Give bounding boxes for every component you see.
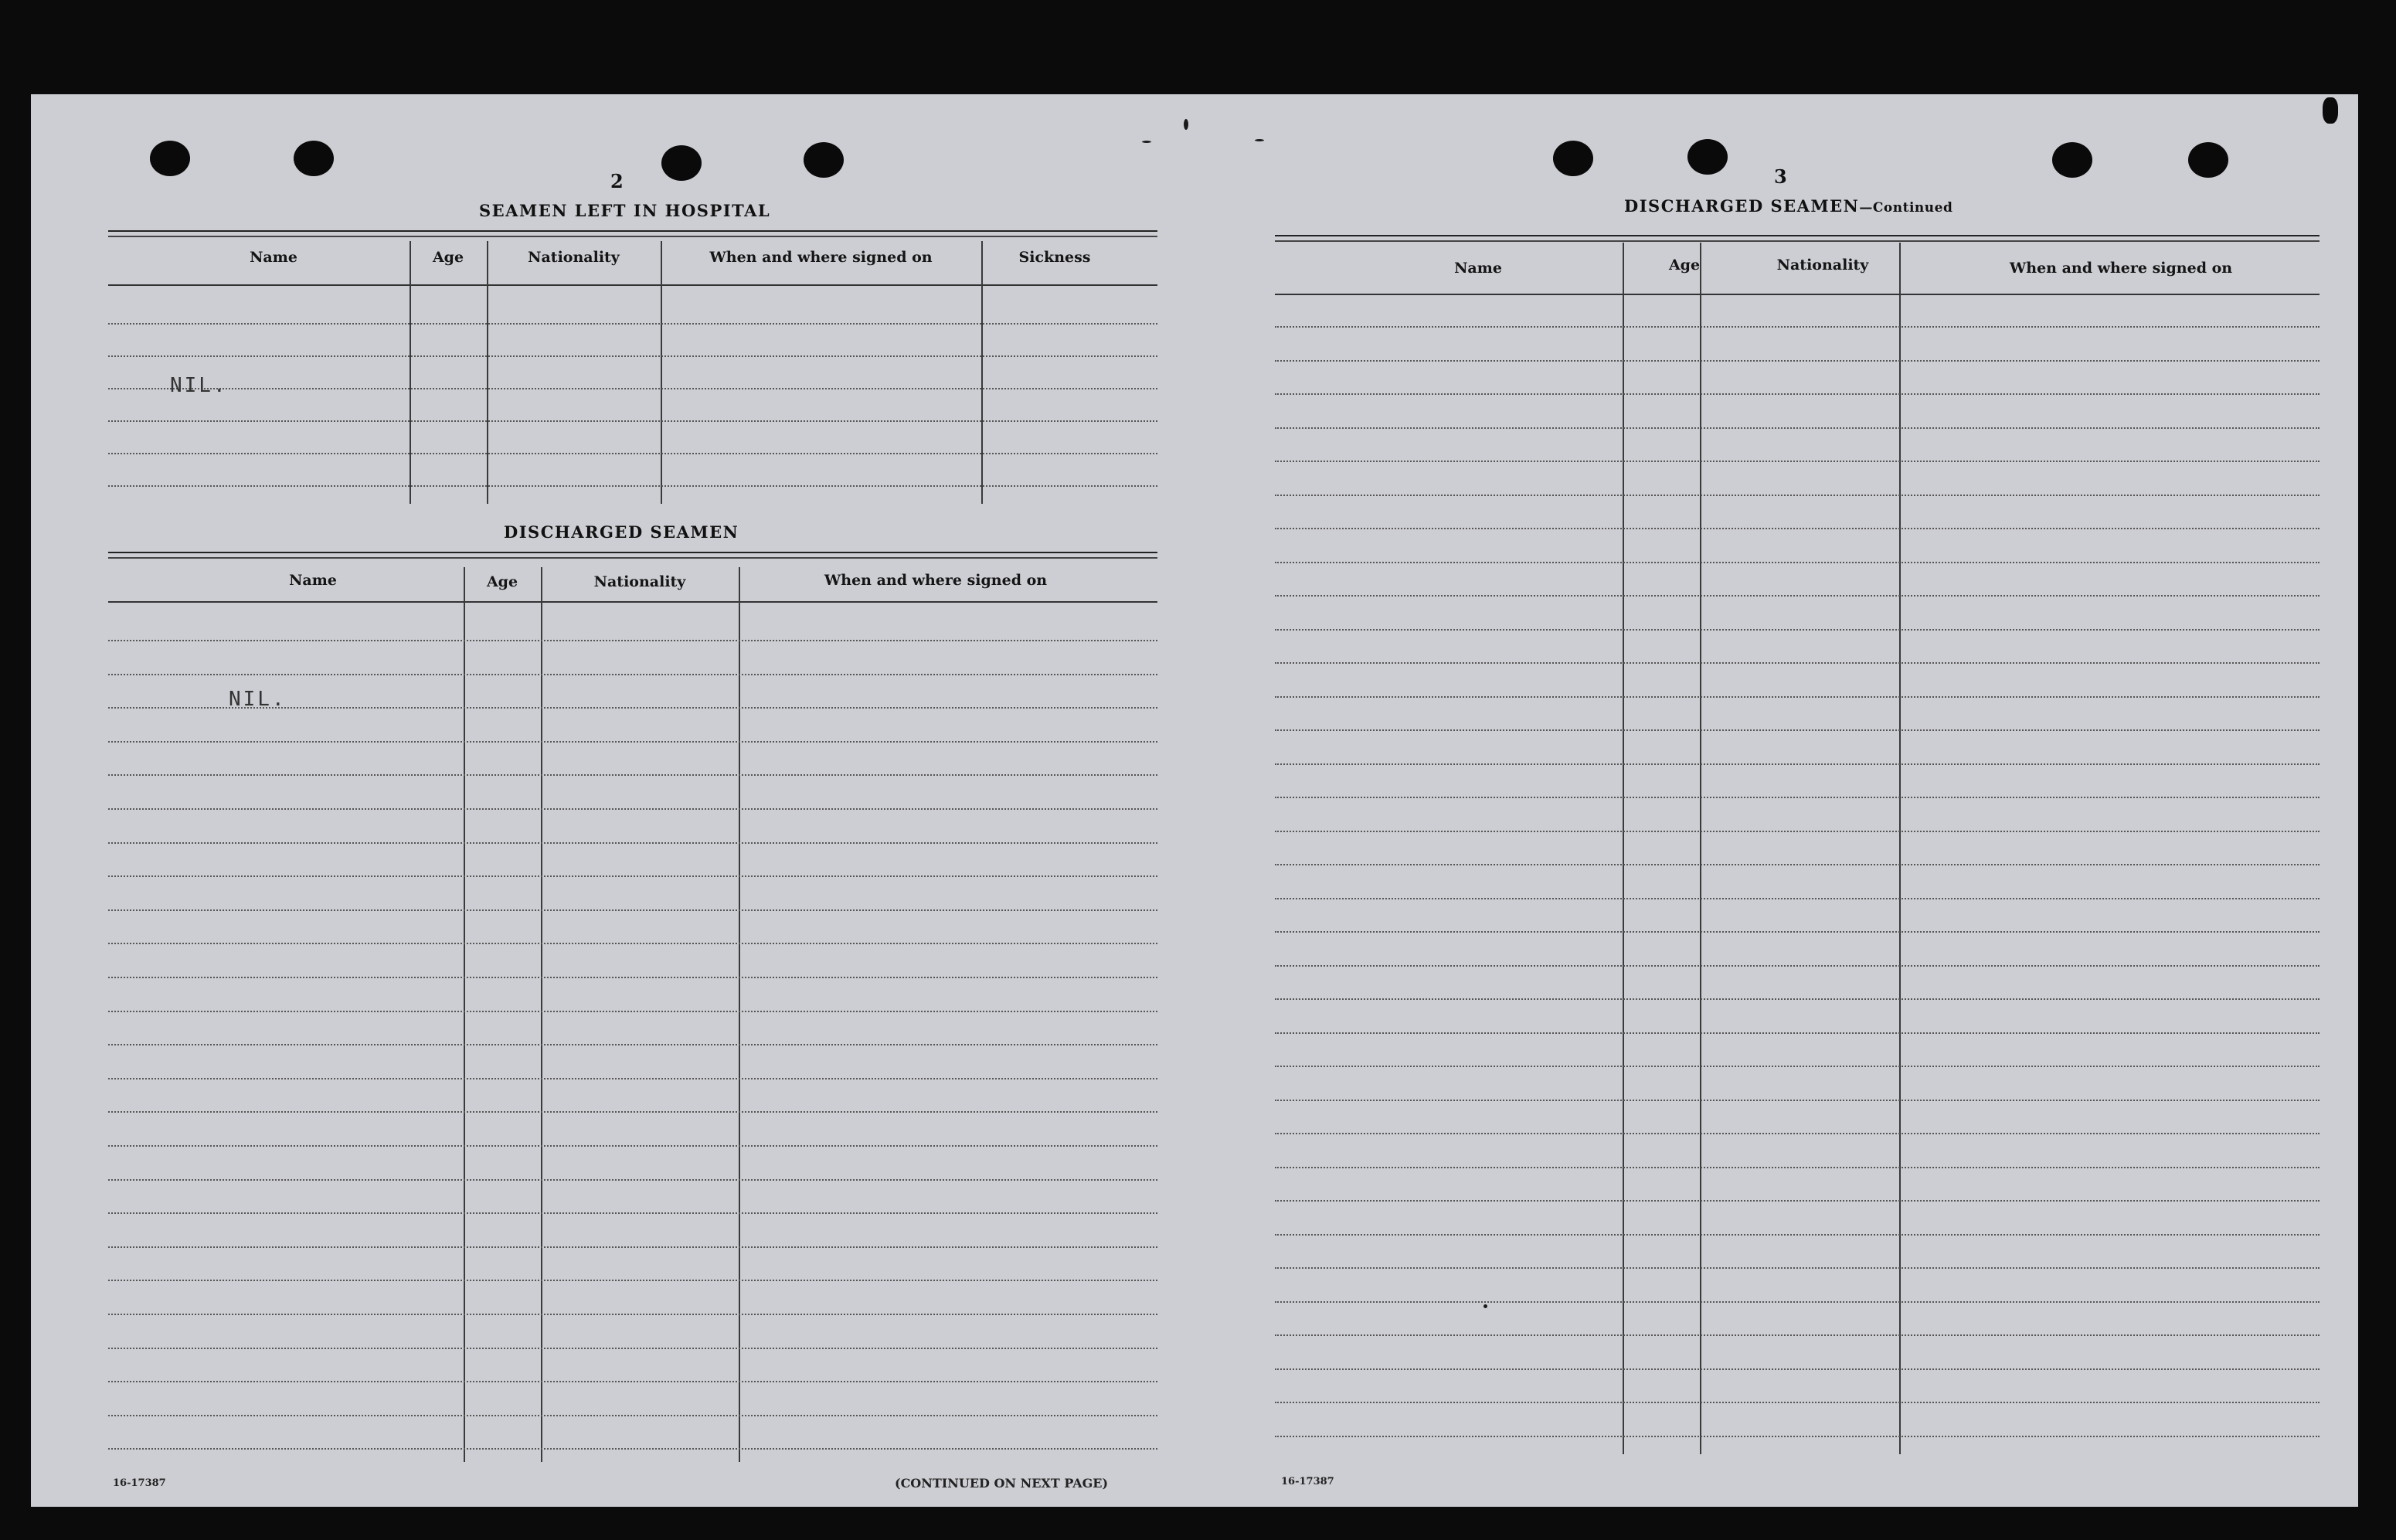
punch-hole [2052,142,2092,178]
punch-hole [1553,141,1593,176]
punch-hole [661,145,702,181]
ruled-row-line [1275,495,2320,496]
ruled-row-line [1275,1436,2320,1437]
hospital-header-rule [108,284,1157,286]
right-section-title-suffix: —Continued [1859,200,1953,216]
ruled-row-line [108,977,1157,978]
ruled-row-line [108,355,1157,357]
ruled-row-line [1275,629,2320,631]
ruled-row-line [1275,898,2320,899]
hospital-col-nationality: Nationality [528,249,620,266]
ruled-row-line [108,453,1157,454]
ruled-row-line [108,388,1157,389]
paper-speck [1483,1304,1487,1308]
ruled-row-line [1275,528,2320,529]
ruled-row-line [108,1246,1157,1248]
right-header-rule [1275,294,2320,295]
ruled-row-line [1275,662,2320,664]
hospital-top-rule [108,230,1157,237]
ruled-row-line [1275,696,2320,698]
discharged-section-title: DISCHARGED SEAMEN [504,522,739,542]
column-divider [739,567,740,1462]
column-divider [541,567,542,1462]
ruled-row-line [1275,595,2320,597]
ruled-row-line [108,1415,1157,1416]
ruled-row-line [1275,965,2320,967]
right-col-age: Age [1668,257,1701,274]
ruled-row-line [1275,326,2320,328]
ruled-row-line [1275,393,2320,395]
ruled-row-line [1275,1334,2320,1336]
ruled-row-line [1275,1402,2320,1403]
right-top-rule [1275,235,2320,242]
ruled-row-line [108,909,1157,911]
discharged-col-name: Name [289,572,337,589]
ruled-row-line [1275,1066,2320,1067]
ruled-row-line [1275,931,2320,933]
ledger-sheet [31,94,2358,1507]
ruled-row-line [108,1212,1157,1214]
ruled-row-line [108,1011,1157,1012]
ruled-row-line [108,1145,1157,1147]
column-divider [981,241,983,504]
ruled-row-line [108,1179,1157,1181]
ruled-row-line [108,1078,1157,1079]
ruled-row-line [108,943,1157,944]
column-divider [1623,243,1624,1454]
paper-speck [1255,139,1264,141]
ruled-row-line [108,485,1157,487]
ruled-row-line [108,1314,1157,1315]
right-col-name: Name [1454,260,1502,277]
ruled-row-line [108,323,1157,325]
discharged-col-age: Age [486,573,518,590]
right-col-signed-on: When and where signed on [2009,260,2233,277]
ruled-row-line [1275,427,2320,429]
hospital-nil-entry: NIL. [170,374,228,397]
ruled-row-line [108,1111,1157,1113]
ruled-row-line [108,875,1157,877]
ruled-row-line [1275,360,2320,362]
punch-hole [150,141,190,176]
ruled-row-line [1275,831,2320,832]
paper-speck [2323,97,2338,124]
ruled-row-line [108,1044,1157,1045]
ruled-row-line [1275,797,2320,798]
ruled-row-line [108,1381,1157,1382]
ruled-row-line [108,1348,1157,1349]
ruled-row-line [1275,864,2320,865]
hospital-col-name: Name [250,249,297,266]
hospital-col-signed-on: When and where signed on [709,249,933,266]
left-form-number: 16-17387 [113,1477,166,1489]
ruled-row-line [1275,1167,2320,1168]
ruled-row-line [108,774,1157,776]
ruled-row-line [108,741,1157,743]
ruled-row-line [1275,998,2320,1000]
column-divider [661,241,662,504]
column-divider [1899,243,1901,1454]
right-page-number: 3 [1774,165,1787,188]
ruled-row-line [1275,1100,2320,1101]
paper-speck [1142,141,1151,143]
ruled-row-line [1275,729,2320,731]
ruled-row-line [1275,1234,2320,1236]
hospital-section-title: SEAMEN LEFT IN HOSPITAL [479,201,771,220]
ruled-row-line [1275,1133,2320,1134]
right-section-title-main: DISCHARGED SEAMEN [1624,196,1860,216]
ruled-row-line [1275,461,2320,462]
paper-speck [1184,119,1188,130]
ruled-row-line [1275,1200,2320,1202]
column-divider [410,241,411,504]
right-section-title [1624,196,1952,216]
ruled-row-line [1275,1301,2320,1303]
ruled-row-line [108,420,1157,422]
right-form-number: 16-17387 [1281,1476,1334,1487]
ruled-row-line [108,674,1157,675]
discharged-col-nationality: Nationality [593,573,686,590]
discharged-nil-entry: NIL. [229,688,287,711]
discharged-col-signed-on: When and where signed on [824,572,1048,589]
ruled-row-line [108,842,1157,844]
punch-hole [1687,139,1728,175]
hospital-col-age: Age [432,249,464,266]
ruled-row-line [108,640,1157,641]
ruled-row-line [108,1280,1157,1281]
ruled-row-line [108,808,1157,810]
left-page-number: 2 [610,170,624,192]
punch-hole [804,142,844,178]
discharged-top-rule [108,552,1157,559]
ruled-row-line [108,1448,1157,1450]
ruled-row-line [1275,763,2320,765]
punch-hole [2188,142,2228,178]
continued-note: (CONTINUED ON NEXT PAGE) [895,1476,1109,1491]
ruled-row-line [1275,1368,2320,1370]
column-divider [464,567,465,1462]
column-divider [1700,243,1701,1454]
discharged-header-rule [108,601,1157,603]
ruled-row-line [1275,1267,2320,1269]
ruled-row-line [1275,562,2320,563]
column-divider [487,241,488,504]
hospital-col-sickness: Sickness [1018,249,1091,266]
punch-hole [294,141,334,176]
right-col-nationality: Nationality [1776,257,1869,274]
ruled-row-line [1275,1032,2320,1034]
